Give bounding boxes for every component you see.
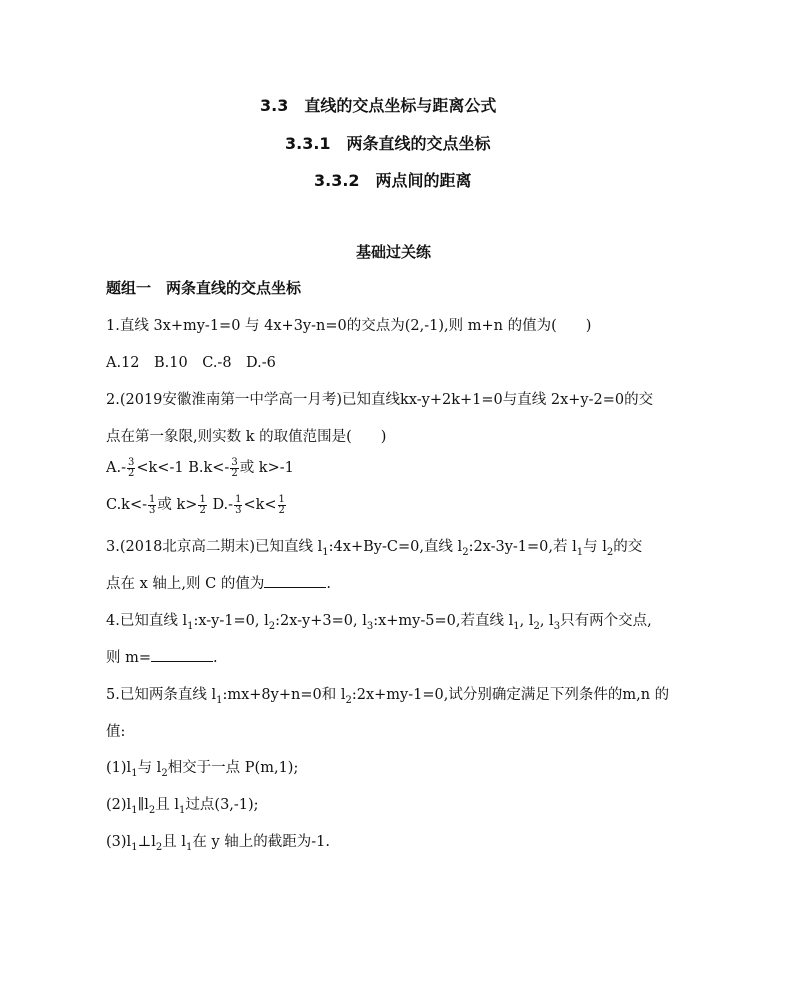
answer-blank[interactable] xyxy=(151,649,213,662)
q2-option-d: D.- $\frac{1}{3}$ <k< $\frac{1}{2}$ xyxy=(212,493,285,516)
fraction: $\frac{1}{2}$ xyxy=(278,493,285,516)
q5-stem-line2: 值: xyxy=(106,724,126,740)
subtitle-1: 3.3.1 两条直线的交点坐标 xyxy=(285,134,491,153)
fraction: $\frac{3}{2}$ xyxy=(128,456,135,479)
q2-option-a: A.- $\frac{3}{2}$ <k<-1 xyxy=(106,456,184,479)
answer-blank[interactable] xyxy=(264,575,326,588)
q5-condition-2: $(2)l_1\parallel l_2$且 $l_1$过点(3,-1); xyxy=(106,797,259,816)
q5-condition-1: $(1)l_1$与 $l_2$相交于一点 P(m,1); xyxy=(106,760,299,779)
fraction: $\frac{1}{2}$ xyxy=(199,493,206,516)
q5-stem-line1: 5.已知两条直线 $l_1:mx+8y+n=0$和 $l_2:2x+my-1=0$,试分别确定满足下列条件的m,n 的 xyxy=(106,687,670,706)
q1-options: A.12 B.10 C.-8 D.-6 xyxy=(106,355,276,371)
q2-stem-line1: 2.(2019安徽淮南第一中学高一月考)已知直线kx-y+2k+1=0与直线 2x+y-2=0的交 xyxy=(106,392,654,408)
q1-stem: 1.直线 3x+my-1=0 与 4x+3y-n=0的交点为(2,-1),则 m+n 的值为( ) xyxy=(106,318,592,334)
main-title: 3.3 直线的交点坐标与距离公式 xyxy=(260,96,497,115)
q2-options-cd xyxy=(106,493,287,516)
q2-option-c: C.k<- $\frac{1}{3}$ 或 k> $\frac{1}{2}$ xyxy=(106,493,206,516)
section-title: 基础过关练 xyxy=(356,243,432,261)
fraction: $\frac{3}{2}$ xyxy=(231,456,238,479)
subtitle-2: 3.3.2 两点间的距离 xyxy=(314,171,472,190)
q3-stem-line1: 3.(2018北京高二期末)已知直线 $l_1:4x+By-C=0$,直线 $l_2:2x-3y-1=0$,若 $l_1$与 $l_2$的交 xyxy=(106,539,643,558)
q5-condition-3: $(3)l_1\perp l_2$且 $l_1$在 y 轴上的截距为-1. xyxy=(106,834,330,853)
q3-stem-line2: 点在 x 轴上,则 C 的值为 . xyxy=(106,576,331,592)
fraction: $\frac{1}{3}$ xyxy=(235,493,242,516)
fraction: $\frac{1}{3}$ xyxy=(149,493,156,516)
q2-stem-line2: 点在第一象限,则实数 k 的取值范围是( ) xyxy=(106,429,387,445)
q2-option-b: B.k<- $\frac{3}{2}$ 或 k>-1 xyxy=(188,456,294,479)
q4-stem-line2: 则 m= . xyxy=(106,650,218,666)
q4-stem-line1: 4.已知直线 $l_1:x-y-1=0$, $l_2:2x-y+3=0$, $l_3:x+my-5=0$,若直线 $l_1$, $l_2$, $l_3$只有两个交点, xyxy=(106,613,652,632)
group-title: 题组一 两条直线的交点坐标 xyxy=(106,279,302,297)
q2-options-ab xyxy=(106,456,294,479)
